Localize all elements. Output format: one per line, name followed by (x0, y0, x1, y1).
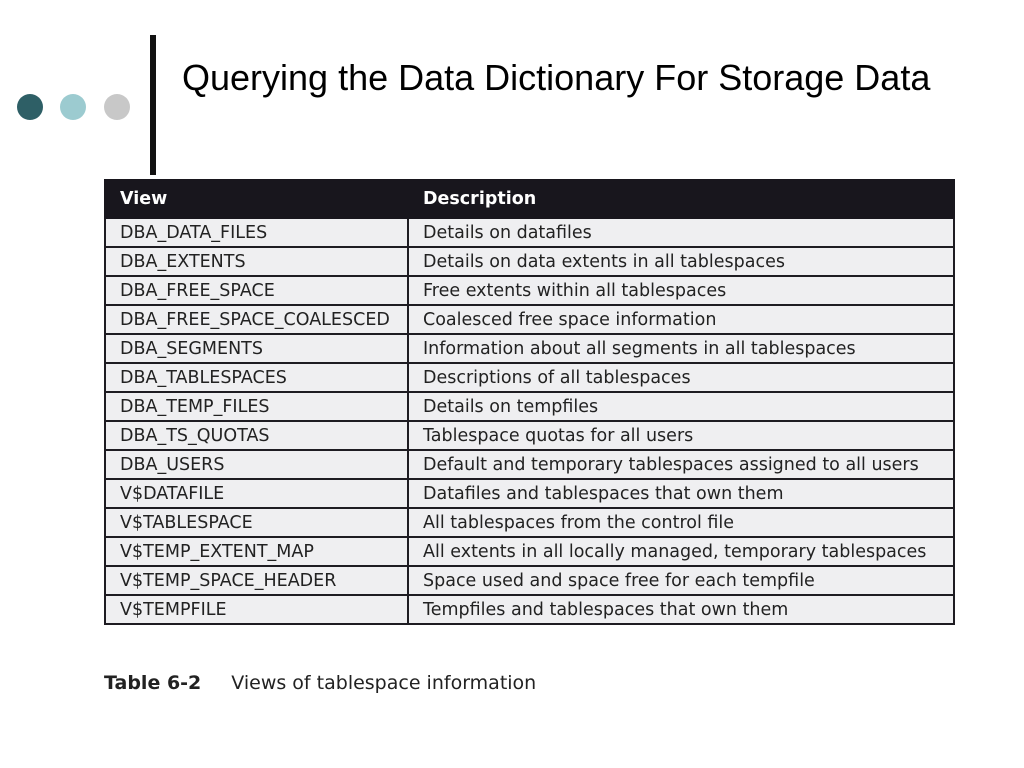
slide-title: Querying the Data Dictionary For Storage Data (182, 57, 931, 98)
description-cell: Details on datafiles (408, 218, 954, 247)
table-row (105, 276, 954, 305)
column-header-description: Description (408, 180, 954, 218)
view-name-cell: DBA_TEMP_FILES (105, 392, 408, 421)
table-row (105, 392, 954, 421)
view-name-cell: DBA_DATA_FILES (105, 218, 408, 247)
table-row (105, 218, 954, 247)
description-cell: Coalesced free space information (408, 305, 954, 334)
view-name-cell: DBA_USERS (105, 450, 408, 479)
view-name-cell: V$TEMP_EXTENT_MAP (105, 537, 408, 566)
description-cell: Tablespace quotas for all users (408, 421, 954, 450)
description-cell: Descriptions of all tablespaces (408, 363, 954, 392)
view-name-cell: DBA_EXTENTS (105, 247, 408, 276)
table-row (105, 508, 954, 537)
view-name-cell: V$TEMP_SPACE_HEADER (105, 566, 408, 595)
table-row (105, 334, 954, 363)
table-caption (104, 672, 536, 694)
title-divider-bar (150, 35, 156, 175)
table-row (105, 537, 954, 566)
view-name-cell: DBA_SEGMENTS (105, 334, 408, 363)
column-header-view: View (105, 180, 408, 218)
decorative-dot-light-teal (60, 94, 86, 120)
view-name-cell: DBA_FREE_SPACE_COALESCED (105, 305, 408, 334)
table-row (105, 363, 954, 392)
description-cell: Tempfiles and tablespaces that own them (408, 595, 954, 624)
table-row (105, 566, 954, 595)
table-row (105, 479, 954, 508)
view-name-cell: V$DATAFILE (105, 479, 408, 508)
table-row (105, 421, 954, 450)
view-name-cell: DBA_FREE_SPACE (105, 276, 408, 305)
description-cell: All extents in all locally managed, temporary tablespaces (408, 537, 954, 566)
description-cell: Space used and space free for each tempfile (408, 566, 954, 595)
description-cell: Free extents within all tablespaces (408, 276, 954, 305)
description-cell: Details on tempfiles (408, 392, 954, 421)
description-cell: Information about all segments in all tablespaces (408, 334, 954, 363)
decorative-dot-gray (104, 94, 130, 120)
table-header-row (105, 180, 954, 218)
view-name-cell: DBA_TABLESPACES (105, 363, 408, 392)
table-row (105, 305, 954, 334)
caption-text: Views of tablespace information (231, 672, 537, 694)
description-cell: All tablespaces from the control file (408, 508, 954, 537)
description-cell: Datafiles and tablespaces that own them (408, 479, 954, 508)
view-name-cell: DBA_TS_QUOTAS (105, 421, 408, 450)
view-name-cell: V$TEMPFILE (105, 595, 408, 624)
decorative-dot-dark (17, 94, 43, 120)
table-row (105, 450, 954, 479)
table-row (105, 247, 954, 276)
table-row (105, 595, 954, 624)
caption-label: Table 6-2 (104, 672, 202, 694)
tablespace-views-table (104, 179, 955, 625)
view-name-cell: V$TABLESPACE (105, 508, 408, 537)
description-cell: Default and temporary tablespaces assigned to all users (408, 450, 954, 479)
description-cell: Details on data extents in all tablespaces (408, 247, 954, 276)
